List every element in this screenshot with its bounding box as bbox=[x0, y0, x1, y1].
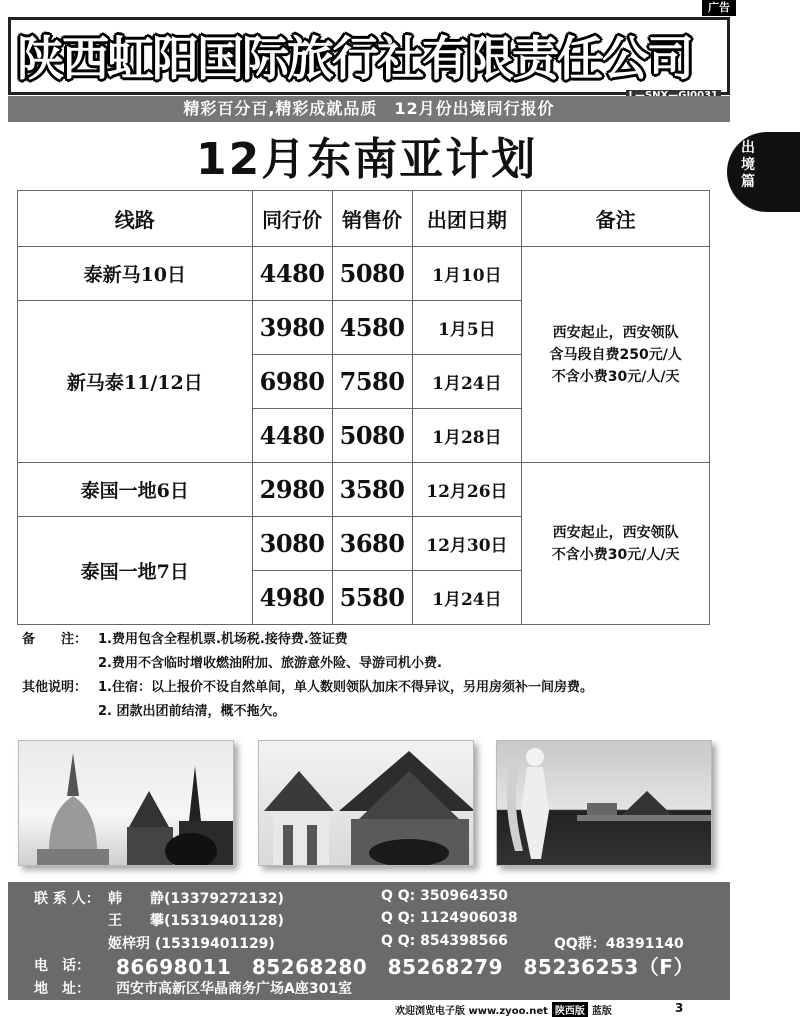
header-remark: 备注 bbox=[522, 191, 710, 247]
temple-illustration bbox=[259, 741, 474, 866]
note-text: 2.费用不含临时增收燃油附加、旅游意外险、导游司机小费. bbox=[98, 656, 442, 671]
notes-section bbox=[22, 628, 722, 724]
trade-price-cell: 6980 bbox=[252, 355, 332, 409]
temple-photo bbox=[258, 740, 474, 866]
company-banner bbox=[8, 17, 730, 95]
header-sale-price: 销售价 bbox=[332, 191, 412, 247]
contact-qq: Q Q: 854398566 bbox=[381, 933, 508, 949]
date-cell: 1月10日 bbox=[412, 247, 522, 301]
footer-brand: 陕西版 bbox=[552, 1002, 588, 1017]
contact-person: 姬梓玥 (15319401129) bbox=[108, 936, 275, 952]
date-cell: 1月24日 bbox=[412, 571, 522, 625]
remark-line: 西安起止，西安领队 bbox=[552, 524, 679, 541]
remark-cell bbox=[522, 247, 710, 463]
sale-price-cell: 7580 bbox=[332, 355, 412, 409]
statue-photo bbox=[496, 740, 712, 866]
footer bbox=[395, 1002, 612, 1017]
note-line bbox=[22, 700, 722, 724]
remark-line: 含马段自费250元/人 bbox=[549, 346, 682, 363]
sale-price-cell: 5080 bbox=[332, 247, 412, 301]
note-label: 其他说明： bbox=[22, 680, 88, 695]
note-line bbox=[22, 628, 722, 652]
address-text: 西安市高新区华晶商务广场A座301室 bbox=[116, 981, 353, 997]
note-line bbox=[22, 652, 722, 676]
section-tab bbox=[727, 132, 800, 212]
trade-price-cell: 2980 bbox=[252, 463, 332, 517]
date-cell: 1月24日 bbox=[412, 355, 522, 409]
section-tab-label: 出境篇 bbox=[741, 140, 755, 190]
date-cell: 12月26日 bbox=[412, 463, 522, 517]
phone-label: 电 话： bbox=[34, 958, 90, 974]
trade-price-cell: 4480 bbox=[252, 247, 332, 301]
date-cell: 1月28日 bbox=[412, 409, 522, 463]
remark-line: 不含小费30元/人/天 bbox=[551, 368, 680, 385]
contact-label: 联 系 人： bbox=[34, 891, 100, 907]
sale-price-cell: 3580 bbox=[332, 463, 412, 517]
header-trade-price: 同行价 bbox=[252, 191, 332, 247]
contact-person: 韩 静(13379272132) bbox=[108, 891, 284, 907]
stupa-photo bbox=[18, 740, 234, 866]
page-number: 3 bbox=[675, 1001, 684, 1015]
note-label: 备 注： bbox=[22, 632, 88, 647]
note-line bbox=[22, 676, 722, 700]
address-label: 地 址： bbox=[34, 981, 90, 997]
plan-title: 12月东南亚计划 bbox=[196, 134, 538, 185]
date-cell: 12月30日 bbox=[412, 517, 522, 571]
remark-cell bbox=[522, 463, 710, 625]
stupa-illustration bbox=[19, 741, 234, 866]
contact-person: 王 攀(15319401128) bbox=[108, 913, 284, 929]
remark-line: 西安起止，西安领队 bbox=[552, 324, 679, 341]
statue-illustration bbox=[497, 741, 712, 866]
header-date: 出团日期 bbox=[412, 191, 522, 247]
table-row bbox=[18, 463, 710, 517]
date-cell: 1月5日 bbox=[412, 301, 522, 355]
price-table bbox=[17, 190, 710, 625]
sale-price-cell: 5580 bbox=[332, 571, 412, 625]
sale-price-cell: 3680 bbox=[332, 517, 412, 571]
company-name: 陕西虹阳国际旅行社有限责任公司 bbox=[17, 32, 692, 87]
header-route: 线路 bbox=[18, 191, 253, 247]
table-header-row bbox=[18, 191, 710, 247]
footer-edition: 蓝版 bbox=[591, 1006, 612, 1017]
sale-price-cell: 5080 bbox=[332, 409, 412, 463]
route-cell: 新马泰11/12日 bbox=[18, 301, 253, 463]
route-cell: 泰国一地7日 bbox=[18, 517, 253, 625]
contact-qq-group: QQ群：48391140 bbox=[554, 936, 684, 952]
route-cell: 泰国一地6日 bbox=[18, 463, 253, 517]
slogan-bar: 精彩百分百,精彩成就品质 12月份出境同行报价 bbox=[8, 96, 730, 122]
contact-qq: Q Q: 1124906038 bbox=[381, 910, 518, 926]
contact-panel bbox=[8, 882, 730, 1000]
trade-price-cell: 4980 bbox=[252, 571, 332, 625]
table-row bbox=[18, 247, 710, 301]
sale-price-cell: 4580 bbox=[332, 301, 412, 355]
trade-price-cell: 3980 bbox=[252, 301, 332, 355]
trade-price-cell: 3080 bbox=[252, 517, 332, 571]
route-cell: 泰新马10日 bbox=[18, 247, 253, 301]
remark-line: 不含小费30元/人/天 bbox=[551, 546, 680, 563]
note-text: 1.住宿：以上报价不设自然单间，单人数则领队加床不得异议，另用房须补一间房费。 bbox=[98, 680, 593, 695]
trade-price-cell: 4480 bbox=[252, 409, 332, 463]
footer-text: 欢迎浏览电子版 www.zyoo.net bbox=[395, 1006, 548, 1017]
phone-numbers: 86698011 85268280 85268279 85236253（F） bbox=[116, 955, 694, 979]
ad-tag: 广告 bbox=[702, 0, 736, 16]
contact-qq: Q Q: 350964350 bbox=[381, 888, 508, 904]
note-text: 2. 团款出团前结清，概不拖欠。 bbox=[98, 704, 286, 719]
note-text: 1.费用包含全程机票.机场税.接待费.签证费 bbox=[98, 632, 348, 647]
